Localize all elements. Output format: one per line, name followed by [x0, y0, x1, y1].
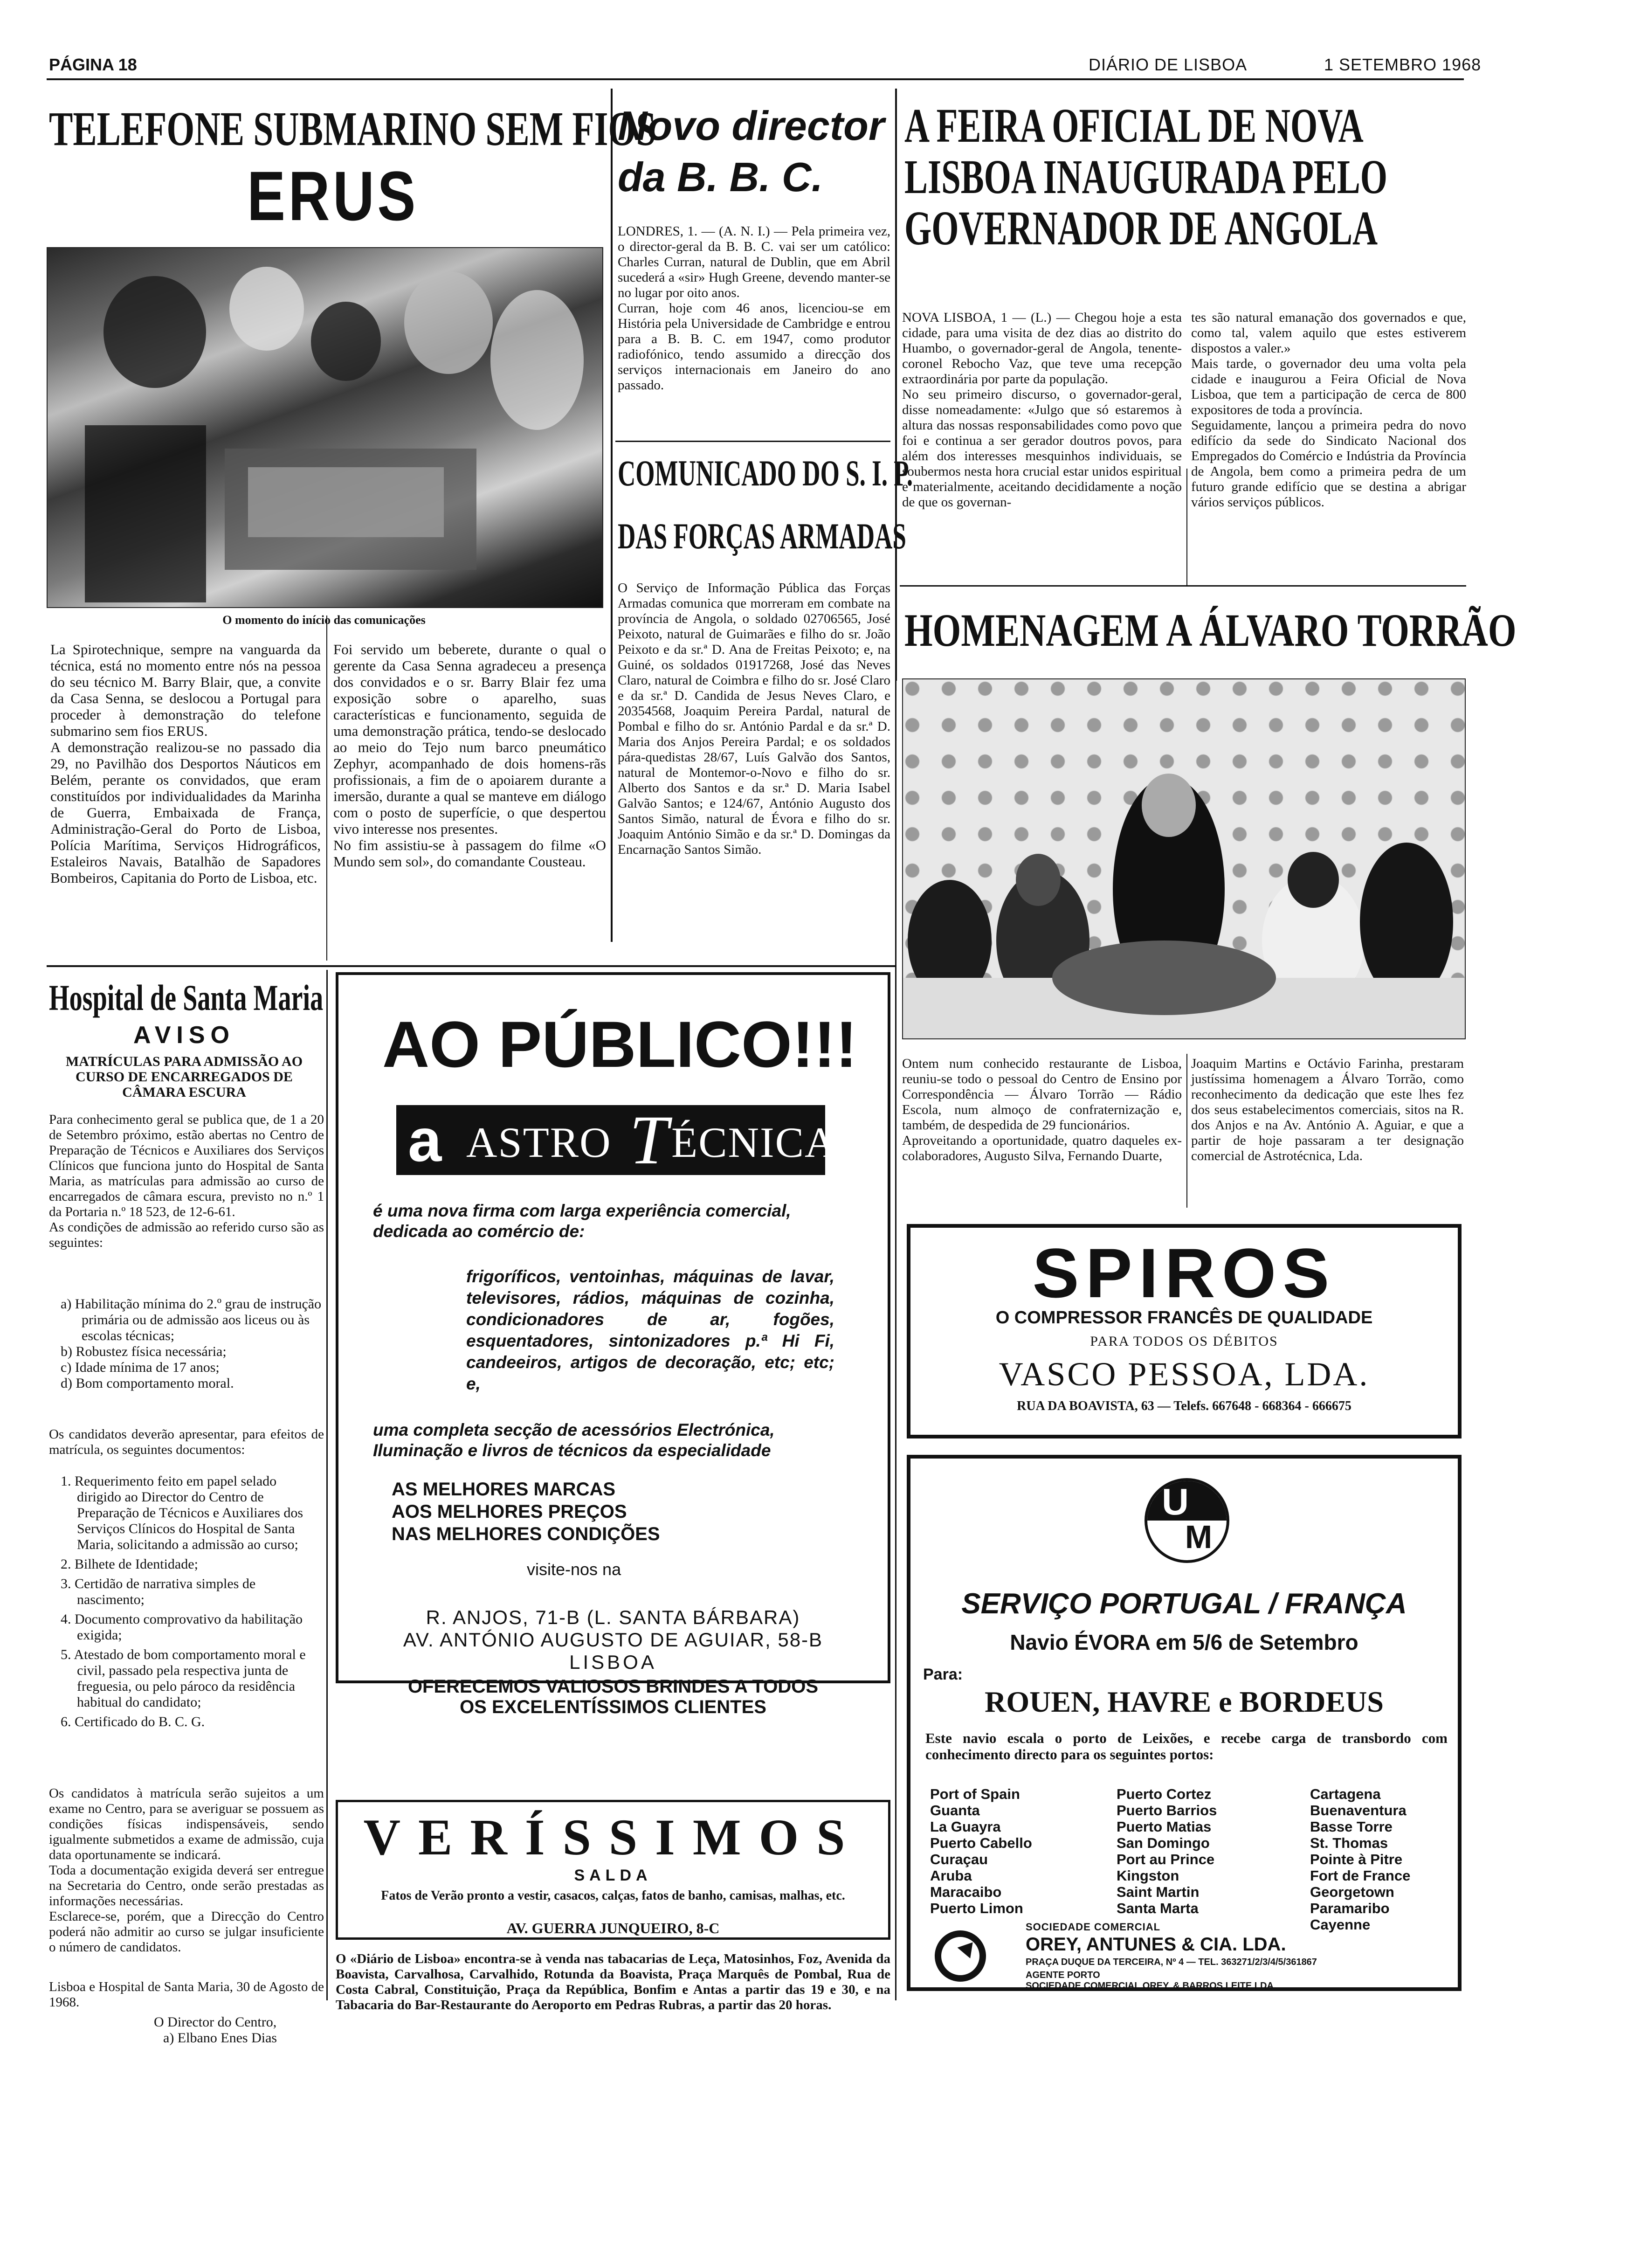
column-rule — [326, 615, 327, 961]
port-item: Puerto Cortez — [1117, 1786, 1212, 1802]
astro-headline: AO PÚBLICO!!! — [382, 1008, 857, 1081]
port-item: Maracaibo — [930, 1884, 1002, 1900]
hospital-docs — [56, 1473, 322, 1734]
port-item: Georgetown — [1310, 1884, 1394, 1900]
verissimos-name: VERÍSSIMOS — [363, 1809, 863, 1866]
um-logo-u: U — [1162, 1481, 1189, 1522]
homenagem-headline: HOMENAGEM A ÁLVARO TORRÃO — [904, 604, 1517, 656]
verissimos-saldo: SALDA — [574, 1867, 652, 1884]
shipping-note: Este navio escala o porto de Leixões, e recebe carga de transbordo com conhecimento directo para os seguintes portos: — [925, 1730, 1448, 1763]
column-rule — [1186, 469, 1187, 585]
astro-logo-bar — [396, 1101, 837, 1179]
sip-headline-2: DAS FORÇAS ARMADAS — [618, 516, 906, 556]
port-item: Cartagena — [1310, 1786, 1381, 1802]
sip-text: O Serviço de Informação Pública das Forças Armadas comunica que morreram em combate na província de Angola, o soldado 02706565, José Peixoto, natural de Guimarães e filho do sr. João Peixoto e da sr.ª D. Ana de Freitas Peixoto; e, na Guiné, os soldados 01917268, José das Neves Claro, natural de Coimbra e filho do sr. José Claro e da sr.ª D. Candida de Jesus Neves Claro, e 20354568, Joaquim Pereira Pardal, natural de Pombal e filho do sr. António Pardal e da sr.ª D. Maria dos Anjos Pereira Pardal; e os soldados pára-quedistas 28/67, Luís Galvão dos Santos, natural de Montemor-o-Novo e filho do sr. Alberto dos Santos e da sr.ª D. Maria Isabel Galvão Santos; e 124/67, António Augusto dos Santos Simão, natural de Évora e filho do sr. Joaquim António Simão e da sr.ª D. Domingas da Encarnação Santos Simão. — [618, 581, 890, 857]
port-item: Puerto Limon — [930, 1900, 1023, 1916]
hospital-signature-title: O Director do Centro, — [154, 2014, 277, 2030]
condition-item: b) Robustez física necessária; — [61, 1344, 227, 1359]
column-rule — [611, 89, 613, 942]
erus-caption: O momento do início das comunicações — [222, 613, 426, 627]
astro-logo-script: T — [629, 1101, 669, 1179]
sip-headline-1: COMUNICADO DO S. I. P. — [618, 453, 913, 493]
spiros-name: SPIROS — [1032, 1234, 1336, 1312]
homenagem-photo — [902, 678, 1466, 1039]
spiros-company: VASCO PESSOA, LDA. — [999, 1355, 1370, 1393]
spiros-address: RUA DA BOAVISTA, 63 — Telefs. 667648 - 668364 - 666675 — [1017, 1399, 1351, 1413]
port-item: Puerto Matias — [1117, 1819, 1212, 1835]
port-item: Port of Spain — [930, 1786, 1020, 1802]
astro-offer-2: OS EXCELENTÍSSIMOS CLIENTES — [460, 1697, 766, 1717]
astro-section: uma completa secção de acessórios Electrónica, Iluminação e livros de técnicos da especialidade — [373, 1420, 775, 1460]
doc-item: 4. Documento comprovativo da habilitação exigida; — [61, 1611, 303, 1643]
section-rule — [47, 965, 895, 967]
doc-item: 5. Atestado de bom comportamento moral e civil, passado pela respectiva junta de freguesia, ou pelo pároco da residência habitual do candidato; — [61, 1647, 306, 1710]
ports-column-1 — [930, 1786, 1098, 1916]
astro-address-2: AV. ANTÓNIO AUGUSTO DE AGUIAR, 58-B — [403, 1629, 823, 1651]
erus-photo-illustration — [48, 248, 602, 607]
issue-date: 1 SETEMBRO 1968 — [1324, 55, 1482, 74]
condition-item: d) Bom comportamento moral. — [61, 1376, 234, 1391]
hospital-intro: Para conhecimento geral se publica que, de 1 a 20 de Setembro próximo, estão abertas no Centro de Preparação de Técnicos e Auxiliares dos Serviços Clínicos que funciona junto do Hospital de Santa Maria, as matrículas para admissão ao curso de encarregados de câmara escura, previsto no n.º 1 da Portaria n.º 18 523, de 12-6-61. As condições de admissão ao referido curso são as seguintes: — [49, 1112, 324, 1250]
port-item: Pointe à Pitre — [1310, 1851, 1403, 1867]
port-item: Port au Prince — [1117, 1851, 1215, 1867]
erus-headline: TELEFONE SUBMARINO SEM FIOS — [49, 102, 656, 156]
agent-address: PRAÇA DUQUE DA TERCEIRA, Nº 4 — TEL. 363271/2/3/4/5/361867 — [1026, 1957, 1317, 1967]
orey-logo-arrow — [958, 1937, 979, 1958]
section-rule — [615, 441, 890, 442]
port-item: Fort de France — [1310, 1867, 1411, 1884]
astro-address-3: LISBOA — [569, 1651, 657, 1673]
astro-logo-text-1: ASTRO — [466, 1119, 612, 1166]
verissimos-text: Fatos de Verão pronto a vestir, casacos, calças, fatos de banho, camisas, malhas, etc. — [381, 1888, 845, 1903]
astro-intro: é uma nova firma com larga experiência comercial, dedicada ao comércio de: — [373, 1201, 791, 1241]
shipping-title: SERVIÇO PORTUGAL / FRANÇA — [961, 1588, 1407, 1620]
bbc-text: LONDRES, 1. — (A. N. I.) — Pela primeira vez, o director-geral da B. B. C. vai ser um católico: Charles Curran, natural de Dublin, que em Abril sucederá a «sir» Hugh Greene, devendo manter-se no lugar por oito anos. Curran, hoje com 46 anos, licenciou-se em História pela Universidade de Cambridge e entrou para a B. B. C. em 1947, como produtor radiofónico, tendo assumido a direcção dos serviços internacionais em Janeiro do ano passado. — [618, 224, 890, 393]
port-item: Cayenne — [1310, 1916, 1371, 1933]
spiros-subtagline: PARA TODOS OS DÉBITOS — [1090, 1334, 1278, 1349]
column-rule — [1186, 1054, 1187, 1208]
astro-logo-text-2: ÉCNICA — [671, 1119, 837, 1166]
port-item: Aruba — [930, 1867, 972, 1884]
homenagem-photo-illustration — [903, 679, 1465, 1038]
hospital-conditions — [54, 1296, 322, 1391]
sales-notice: O «Diário de Lisboa» encontra-se à venda nas tabacarias de Leça, Matosinhos, Foz, Avenida da Boavista, Carvalhosa, Carvalhido, Rotunda da Boavista, Praça Marquês de Pombal, Rua de Costa Cabral, Constituição, Praça da República, Bonfim e Antas a partir das 19 e 30, e na Tabacaria do Bar-Restaurante do Aeroporto em Pedras Rubras, a partir das 20 horas. — [336, 1951, 890, 2012]
um-logo-m: M — [1185, 1519, 1213, 1555]
shipping-para: Para: — [923, 1666, 963, 1683]
um-logo — [1145, 1478, 1229, 1563]
port-item: Puerto Cabello — [930, 1835, 1032, 1851]
astro-slogan-3: NAS MELHORES CONDIÇÕES — [392, 1524, 660, 1544]
port-item: Curaçau — [930, 1851, 988, 1867]
port-item: Puerto Barrios — [1117, 1802, 1217, 1819]
erus-photo — [47, 247, 603, 608]
astro-address-1: R. ANJOS, 71-B (L. SANTA BÁRBARA) — [426, 1606, 800, 1628]
agent-name: OREY, ANTUNES & CIA. LDA. — [1026, 1934, 1286, 1955]
feira-text-col1: NOVA LISBOA, 1 — (L.) — Chegou hoje a esta cidade, para uma visita de dez dias ao distrito do Huambo, o governador-geral de Angola, tenente-coronel Rebocho Vaz, que teve uma recepção extraordinária por parte da população. No seu primeiro discurso, o governador-geral, disse nomeadamente: «Julgo que só estaremos à altura das nossas responsabilidades como povo que foi e continua a ser gerador doutros povos, para além dos interesses mesquinhos individuais, se soubermos nesta hora crucial estar unidos espiritual e materialmente, aceitando decididamente a noção de que os governan- — [902, 310, 1182, 510]
feira-text-col2: tes são natural emanação dos governados e que, como tal, valem aquilo que estes estiverem dispostos a valer.» Mais tarde, o governador deu uma volta pela cidade e inaugurou a Feira Oficial de Nova Lisboa, que tem a participação de cerca de 800 expositores de toda a província. Seguidamente, lançou a primeira pedra do novo edifício da sede do Sindicato Nacional dos Empregados do Comércio e Indústria da Província de Angola, bem como a primeira pedra de um futuro grande edifício que se destina a abrigar vários serviços públicos. — [1191, 310, 1466, 510]
ports-column-3 — [1310, 1786, 1450, 1933]
feira-headline: A FEIRA OFICIAL DE NOVA LISBOA INAUGURADA PELO GOVERNADOR DE ANGOLA — [904, 99, 1388, 255]
erus-text-col1: La Spirotechnique, sempre na vanguarda da técnica, está no momento entre nós na pessoa do seu técnico M. Barry Blair, que, a convite da Casa Senna, se deslocou a Portugal para proceder à demonstração do telefone submarino sem fios ERUS. A demonstração realizou-se no passado dia 29, no Pavilhão dos Desportos Náuticos em Belém, perante os convidados, que eram constituídos por individualidades da Marinha de Guerra, Embaixada de França, Administração-Geral do Porto de Lisboa, Polícia Marítima, Serviços Hidrográficos, Estaleiros Navais, Batalhão de Sapadores Bombeiros, Capitania do Porto de Lisboa, etc. — [50, 641, 321, 886]
section-rule — [900, 585, 1466, 587]
spiros-tagline: O COMPRESSOR FRANCÊS DE QUALIDADE — [995, 1308, 1373, 1328]
agent-label-1: SOCIEDADE COMERCIAL — [1026, 1921, 1161, 1933]
homenagem-text-col2: Joaquim Martins e Octávio Farinha, prestaram justíssima homenagem a Álvaro Torrão, como reconhecimento da dedicação que este lhes fez dos seus estabelecimentos comerciais, sitos na R. dos Anjos e na Av. António A. Aguiar, e que a partir de hoje passaram a ter designação comercial de Astrotécnica, Lda. — [1191, 1056, 1464, 1163]
erus-text-col2: Foi servido um beberete, durante o qual o gerente da Casa Senna agradeceu a presença dos convidados e o sr. Barry Blair fez uma exposição sobre o aparelho, suas características e funcionamento, seguida de uma demonstração prática, tendo-se deslocado ao meio do Tejo num barco pneumático Zephyr, acompanhado de dois homens-rãs profissionais, a fim de o apoiarem durante a imersão, durante a qual se manteve em diálogo com o posto de superfície, o que despertou vivo interesse nos presentes. No fim assistiu-se à passagem do filme «O Mundo sem sol», do comandante Cousteau. — [333, 641, 606, 870]
port-item: San Domingo — [1117, 1835, 1210, 1851]
doc-item: 3. Certidão de narrativa simples de nascimento; — [61, 1576, 256, 1607]
port-item: La Guayra — [930, 1819, 1001, 1835]
shipping-ship: Navio ÉVORA em 5/6 de Setembro — [1010, 1630, 1358, 1654]
column-rule — [326, 970, 328, 2000]
condition-item: c) Idade mínima de 17 anos; — [61, 1360, 220, 1375]
port-item: Paramaribo — [1310, 1900, 1390, 1916]
doc-item: 1. Requerimento feito em papel selado dirigido ao Director do Centro de Preparação de Técnicos e Auxiliares dos Serviços Clínicos do Hospital de Santa Maria, solicitando a admissão ao curso; — [61, 1473, 303, 1552]
orey-logo-icon — [935, 1930, 986, 1982]
verissimos-address: AV. GUERRA JUNQUEIRO, 8-C — [506, 1920, 720, 1936]
hospital-headline: Hospital de Santa Maria — [49, 977, 324, 1018]
shipping-destinations: ROUEN, HAVRE e BORDEUS — [985, 1685, 1384, 1718]
condition-item: a) Habilitação mínima do 2.º grau de instrução primária ou de admissão aos liceus ou às escolas técnicas; — [61, 1296, 322, 1343]
astro-logo-glyph: a — [408, 1106, 442, 1174]
port-item: Buenaventura — [1310, 1802, 1407, 1819]
port-item: Basse Torre — [1310, 1819, 1393, 1835]
astro-offer-1: OFERECEMOS VALIOSOS BRINDES A TODOS — [407, 1676, 819, 1697]
port-item: Guanta — [930, 1802, 980, 1819]
hospital-docs-intro: Os candidatos deverão apresentar, para efeitos de matrícula, os seguintes documentos: — [49, 1427, 324, 1457]
header-rule — [47, 78, 1464, 80]
agent-porto: SOCIEDADE COMERCIAL OREY, & BARROS LEITE LDA. — [1026, 1981, 1276, 1991]
newspaper-name: DIÁRIO DE LISBOA — [1089, 55, 1248, 74]
port-item: Saint Martin — [1117, 1884, 1200, 1900]
doc-item: 6. Certificado do B. C. G. — [61, 1714, 205, 1729]
doc-item: 2. Bilhete de Identidade; — [61, 1556, 198, 1572]
column-rule — [895, 681, 896, 2000]
hospital-closing: Os candidatos à matrícula serão sujeitos a um exame no Centro, para se averiguar se possuem as condições físicas indispensáveis, sendo igualmente submetidos a exame de admissão, cuja data oportunamente se indicará. Toda a documentação exigida deverá ser entregue na Secretaria do Centro, onde serão prestadas as informações necessárias. Esclarece-se, porém, que a Direcção do Centro poderá não admitir ao curso se julgar insuficiente o número de candidatos. — [49, 1786, 324, 1955]
port-item: Santa Marta — [1117, 1900, 1199, 1916]
column-rule — [895, 89, 897, 681]
ports-column-2 — [1117, 1786, 1284, 1916]
page-number: PÁGINA 18 — [49, 55, 137, 74]
agent-label-2: AGENTE PORTO — [1026, 1970, 1100, 1980]
erus-subhead: ERUS — [247, 157, 419, 235]
astro-visit: visite-nos na — [527, 1560, 621, 1579]
astro-products: frigoríficos, ventoinhas, máquinas de lavar, televisores, rádios, máquinas de cozinha, condicionadores de ar, fogões, esquentadores, sintonizadores p.ª Hi Fi, candeeiros, artigos de decoração, etc; etc; e, — [466, 1267, 834, 1393]
hospital-signature-name: a) Elbano Enes Dias — [163, 2030, 277, 2046]
astro-slogan-1: AS MELHORES MARCAS — [392, 1479, 616, 1500]
bbc-headline: Novo director da B. B. C. — [618, 103, 885, 200]
hospital-aviso: AVISO — [133, 1022, 235, 1049]
homenagem-text-col1: Ontem num conhecido restaurante de Lisboa, reuniu-se todo o pessoal do Centro de Ensino por Correspondência — Álvaro Torrão — Rádio Escola, num almoço de confraternização e, também, de despedida de 29 funcionários. Aproveitando a oportunidade, quatro daqueles ex-colaboradores, Augusto Silva, Fernando Duarte, — [902, 1056, 1182, 1163]
hospital-place-date: Lisboa e Hospital de Santa Maria, 30 de Agosto de 1968. — [49, 1979, 324, 2010]
hospital-subtitle: MATRÍCULAS PARA ADMISSÃO AO CURSO DE ENCARREGADOS DE CÂMARA ESCURA — [65, 1054, 303, 1100]
port-item: Kingston — [1117, 1867, 1179, 1884]
astro-slogan-2: AOS MELHORES PREÇOS — [392, 1501, 627, 1522]
port-item: St. Thomas — [1310, 1835, 1388, 1851]
